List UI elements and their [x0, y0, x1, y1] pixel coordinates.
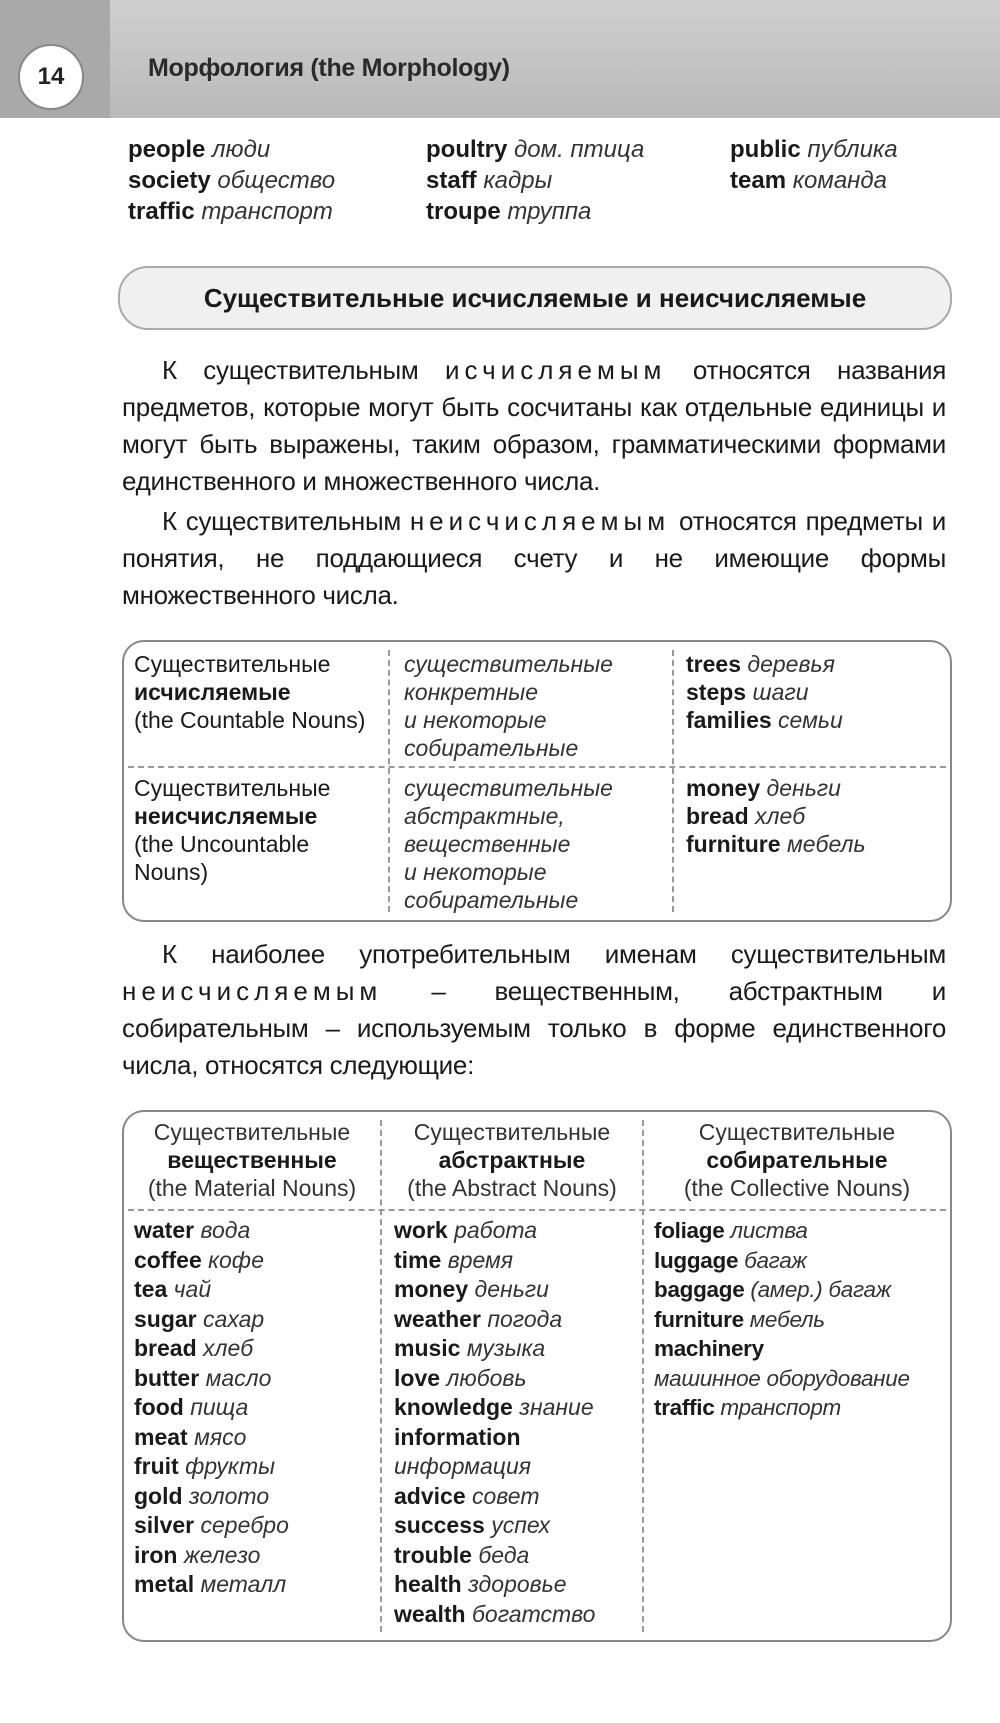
word-entry: society общество [128, 167, 336, 194]
list-item: metal металл [134, 1571, 287, 1597]
example-entry: bread хлеб [686, 803, 806, 829]
word-entry: staff кадры [426, 167, 553, 194]
word-entry: team команда [730, 167, 888, 194]
column-divider [642, 1120, 644, 1632]
collective-nouns-list [654, 1216, 950, 1423]
example-entry: families семьи [686, 707, 843, 733]
paragraph-common-uncountable: К наиболее употребительным именам существительным неисчисляемым – вещественным, абстрактным и собирательным – используемым только в форме единственного числа, относятся следующие: [122, 939, 946, 1080]
row-divider [128, 766, 946, 768]
list-item: butter масло [134, 1364, 272, 1391]
list-item: knowledge знание [394, 1394, 594, 1420]
list-item: traffic транспорт [654, 1395, 841, 1420]
row1-category: Существительные исчисляемые (the Countable Nouns) [134, 651, 366, 733]
header-abstract: Существительные абстрактные (the Abstract Nouns) [407, 1119, 617, 1201]
word-entry: people люди [128, 136, 271, 163]
list-item: health здоровье [394, 1571, 567, 1597]
list-item: advice совет [394, 1482, 540, 1509]
list-item: информация [394, 1453, 532, 1479]
list-item: bread хлеб [134, 1335, 254, 1361]
list-item: success успех [394, 1512, 551, 1538]
word-column-2 [426, 134, 644, 227]
row2-category: Существительные неисчисляемые (the Uncountable Nouns) [134, 775, 331, 885]
list-item: coffee кофе [134, 1246, 265, 1273]
word-entry: troupe труппа [426, 198, 592, 225]
list-item: fruit фрукты [134, 1453, 276, 1479]
list-item: foliage листва [654, 1218, 808, 1243]
row2-description: существительные абстрактные, вещественные и некоторые собирательные [404, 775, 613, 913]
example-entry: steps шаги [686, 679, 809, 705]
row1-examples [686, 650, 946, 734]
list-item: water вода [134, 1217, 251, 1243]
example-entry: furniture мебель [686, 831, 866, 857]
column-divider [380, 1120, 382, 1632]
header-divider [128, 1209, 946, 1211]
column-divider [672, 650, 674, 912]
column-divider [388, 650, 390, 912]
list-item: trouble беда [394, 1541, 530, 1568]
list-item: gold золото [134, 1482, 270, 1509]
list-item: furniture мебель [654, 1306, 825, 1332]
abstract-nouns-list [394, 1216, 638, 1629]
list-item: work работа [394, 1217, 538, 1243]
list-item: meat мясо [134, 1423, 247, 1450]
list-item: information [394, 1423, 521, 1450]
list-item: money деньги [394, 1276, 549, 1302]
word-entry: public публика [730, 136, 898, 163]
row1-description: существительные конкретные и некоторые собирательные [404, 651, 613, 761]
header-collective: Существительные собирательные (the Collective Nouns) [683, 1119, 911, 1201]
row2-examples [686, 774, 946, 858]
header-material: Существительные вещественные (the Material Nouns) [147, 1119, 357, 1201]
list-item: машинное оборудование [654, 1365, 910, 1391]
list-item: weather погода [394, 1305, 563, 1332]
list-item: baggage (амер.) багаж [654, 1277, 891, 1302]
list-item: luggage багаж [654, 1247, 807, 1273]
material-nouns-list [134, 1216, 378, 1600]
list-item: time время [394, 1246, 514, 1273]
list-item: food пища [134, 1394, 249, 1420]
list-item: sugar сахар [134, 1305, 265, 1332]
word-entry: poultry дом. птица [426, 136, 645, 163]
word-column-3 [730, 134, 898, 196]
word-column-1 [128, 134, 335, 227]
paragraph-countable: К существительным исчисляемым относятся названия предметов, которые могут быть сосчитаны как отдельные единицы и могут быть выражены, таким образом, грамматическими формами единственного и множественного числа. [122, 355, 946, 496]
list-item: wealth богатство [394, 1600, 596, 1627]
list-item: love любовь [394, 1364, 527, 1391]
countable-uncountable-table [122, 640, 952, 922]
paragraph-uncountable: К существительным неисчисляемым относятся предметы и понятия, не поддающиеся счету и не имеющие формы множественного числа. [122, 506, 946, 610]
uncountable-nouns-table [122, 1110, 952, 1642]
word-entry: traffic транспорт [128, 198, 333, 225]
running-title: Морфология (the Morphology) [148, 54, 510, 82]
page-header [0, 0, 1000, 118]
list-item: iron железо [134, 1541, 261, 1568]
page-number: 14 [18, 44, 84, 110]
list-item: machinery [654, 1336, 764, 1361]
list-item: silver серебро [134, 1512, 289, 1538]
example-entry: trees деревья [686, 651, 835, 677]
section-title: Существительные исчисляемые и неисчисляемые [118, 266, 952, 330]
example-entry: money деньги [686, 775, 841, 801]
list-item: music музыка [394, 1335, 546, 1361]
list-item: tea чай [134, 1276, 212, 1302]
